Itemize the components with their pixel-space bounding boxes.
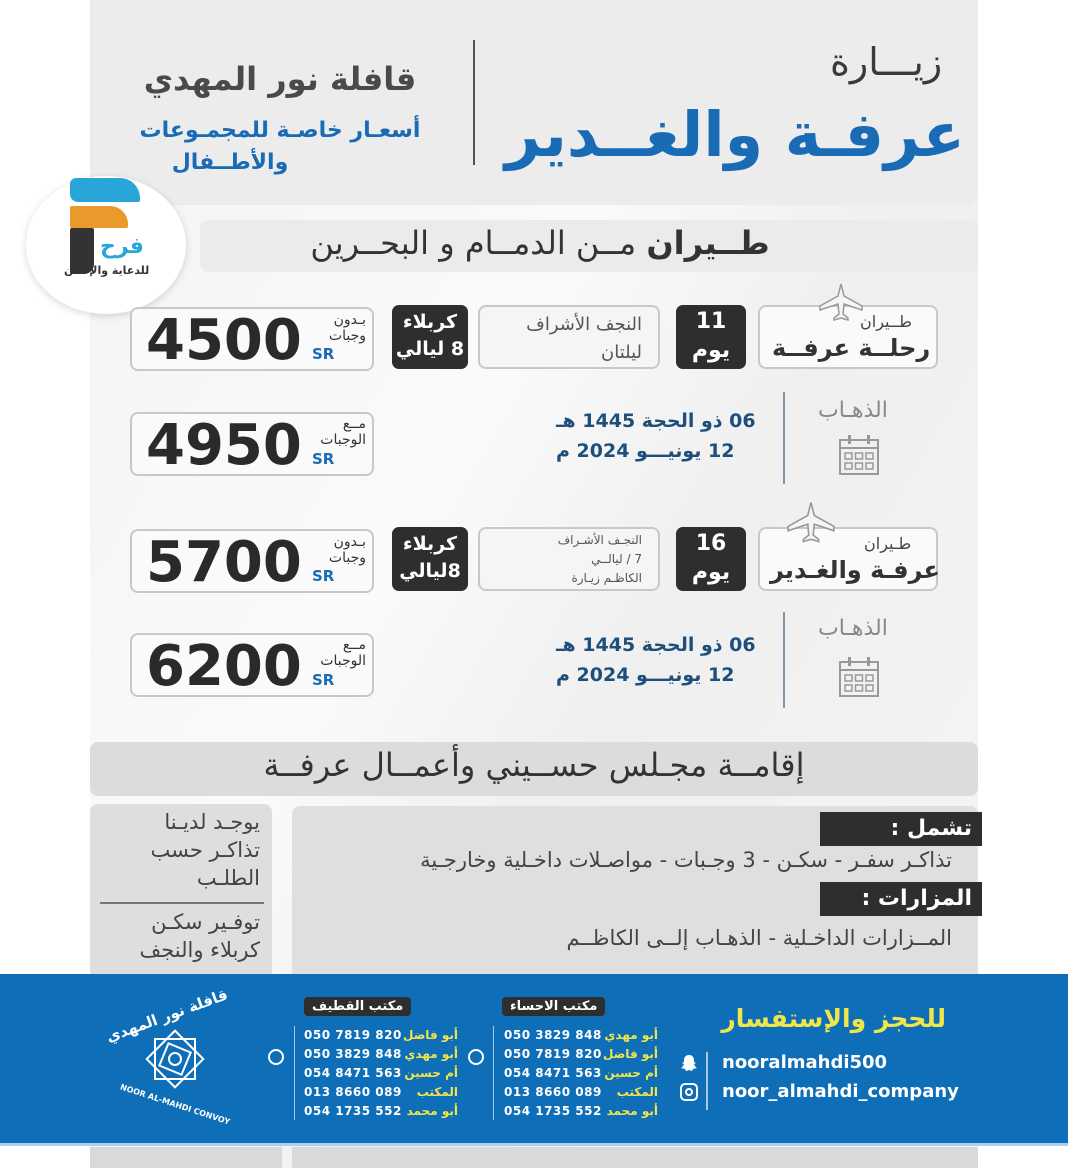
najaf-line: النجـف الأشـراف — [557, 533, 642, 547]
contact-phone[interactable]: 054 8471 563 — [304, 1066, 402, 1080]
price-note-line: وجبات — [328, 550, 366, 566]
price-value: 4500 — [146, 308, 302, 373]
najaf-box — [478, 527, 660, 591]
snapchat-icon — [680, 1054, 698, 1072]
contact-name: أبو مهدي — [604, 1028, 658, 1042]
trip-name: رحلــة عرفــة — [772, 334, 931, 362]
contact-name: المكتب — [416, 1085, 458, 1099]
price-note-line: مــع — [342, 416, 366, 432]
side-note-line: كربلاء والنجف — [139, 938, 260, 962]
najaf-line: الكاظـم زيـارة — [571, 571, 642, 585]
social-divider — [706, 1052, 708, 1110]
instagram-icon — [680, 1083, 698, 1101]
contact-phone[interactable]: 050 3829 848 — [304, 1047, 402, 1061]
agency-name: فرح — [100, 234, 144, 259]
price-note-line: الوجبات — [320, 653, 366, 669]
visits-text: المــزارات الداخـلية - الذهـاب إلــى الكاظــم — [566, 926, 952, 950]
brand-name: قافلة نور المهدي — [143, 60, 417, 98]
bottom-strip-right — [292, 1147, 978, 1168]
visits-label: المزارات : — [820, 882, 982, 916]
whatsapp-icon — [468, 1049, 484, 1065]
office-name: مكتب الاحساء — [502, 997, 605, 1016]
hijri-date: 06 ذو الحجة 1445 هـ — [556, 634, 756, 656]
najaf-line: النجف الأشراف — [526, 314, 642, 335]
contact-name: أم حسين — [604, 1066, 658, 1080]
side-note-line: تذاكـر حسب — [150, 838, 260, 862]
price-note-line: وجبات — [328, 328, 366, 344]
agency-tagline: للدعاية والإعلان — [64, 264, 150, 277]
hijri-date: 06 ذو الحجة 1445 هـ — [556, 410, 756, 432]
agency-logo-mark-top — [70, 178, 140, 202]
contact-phone[interactable]: 013 8660 089 — [304, 1085, 402, 1099]
contact-row — [300, 1045, 458, 1064]
days-number: 11 — [695, 309, 727, 334]
snapchat-handle[interactable]: nooralmahdi500 — [722, 1052, 888, 1073]
includes-label: تشمل : — [820, 812, 982, 846]
days-badge — [676, 527, 746, 591]
contact-phone[interactable]: 050 3829 848 — [504, 1028, 602, 1042]
price-note — [306, 637, 366, 669]
contact-phone[interactable]: 050 7819 820 — [504, 1047, 602, 1061]
contact-row — [500, 1026, 658, 1045]
side-notes-divider — [100, 902, 264, 904]
contact-row — [300, 1102, 458, 1121]
office-contacts — [300, 1026, 458, 1121]
price-value: 6200 — [146, 634, 302, 699]
side-note-line: يوجـد لديـنا — [164, 810, 260, 834]
price-note-line: الوجبات — [320, 432, 366, 448]
days-badge — [676, 305, 746, 369]
karbala-line: كربلاء — [402, 311, 458, 333]
booking-title: للحجز والإستفسار — [721, 1004, 946, 1033]
flight-label: طـيران — [864, 534, 912, 553]
contact-row — [300, 1083, 458, 1102]
karbala-line: 8ليالي — [399, 560, 461, 582]
price-note — [306, 534, 366, 566]
currency-label: SR — [312, 450, 335, 468]
najaf-box — [478, 305, 660, 369]
price-note-line: مــع — [342, 637, 366, 653]
agency-logo-mark-middle — [70, 206, 128, 228]
airplane-icon — [786, 500, 836, 544]
side-note-accommodation — [100, 908, 260, 964]
includes-text: تذاكـر سفـر - سكـن - 3 وجـبات - مواصـلات داخـلية وخارجـية — [420, 848, 952, 872]
main-title: عرفـة والغــدير — [505, 98, 966, 171]
price-value: 4950 — [146, 413, 302, 478]
departure-divider — [783, 612, 785, 708]
calendar-icon — [836, 654, 882, 698]
currency-label: SR — [312, 567, 335, 585]
contact-name: أبو فاضل — [603, 1047, 658, 1061]
contact-row — [500, 1064, 658, 1083]
trip-name: عرفـة والغـدير — [770, 556, 940, 584]
majlis-text: إقامــة مجـلس حســيني وأعمــال عرفــة — [263, 746, 805, 784]
contact-name: أبو محمد — [606, 1104, 658, 1118]
contact-row — [500, 1045, 658, 1064]
najaf-line: ليلتان — [600, 342, 642, 363]
contact-name: أبو محمد — [406, 1104, 458, 1118]
office-divider — [294, 1026, 295, 1120]
contact-name: أبو مهدي — [404, 1047, 458, 1061]
departure-divider — [783, 392, 785, 484]
price-note-line: بـدون — [333, 312, 366, 328]
contact-phone[interactable]: 054 8471 563 — [504, 1066, 602, 1080]
convoy-logo — [103, 985, 240, 1127]
contact-row — [500, 1083, 658, 1102]
price-note — [306, 312, 366, 344]
airplane-icon — [818, 282, 864, 322]
contact-row — [300, 1026, 458, 1045]
days-label: يوم — [691, 338, 731, 363]
contact-row — [300, 1064, 458, 1083]
price-note — [306, 416, 366, 448]
contact-phone[interactable]: 054 1735 552 — [304, 1104, 402, 1118]
brand-subtitle-1: أسعـار خاصـة للمجمـوعات — [139, 118, 421, 143]
side-note-line: الطلـب — [196, 866, 260, 890]
flight-banner-bold: طــيران — [646, 224, 770, 262]
contact-name: أبو فاضل — [403, 1028, 458, 1042]
contact-phone[interactable]: 013 8660 089 — [504, 1085, 602, 1099]
days-label: يوم — [691, 560, 731, 585]
currency-label: SR — [312, 671, 335, 689]
karbala-line: 8 ليالي — [395, 338, 465, 360]
flight-label: طــيران — [860, 312, 912, 331]
contact-phone[interactable]: 054 1735 552 — [504, 1104, 602, 1118]
convoy-logo-arabic: قافلة نور المهدي — [103, 985, 231, 1047]
flight-banner-text — [200, 224, 880, 262]
gregorian-date: 12 يونيـــو 2024 م — [556, 440, 735, 462]
footer-bottom-line — [0, 1143, 1068, 1146]
bottom-strip-left — [90, 1147, 282, 1168]
contact-name: المكتب — [616, 1085, 658, 1099]
price-note-line: بـدون — [333, 534, 366, 550]
convoy-logo-english: NOOR AL-MAHDI CONVOY — [118, 1082, 231, 1127]
office-divider — [493, 1026, 494, 1120]
contact-name: أم حسين — [404, 1066, 458, 1080]
header-divider — [473, 40, 475, 165]
days-number: 16 — [695, 531, 727, 556]
departure-label: الذهـاب — [818, 398, 888, 423]
price-value: 5700 — [146, 530, 302, 595]
calendar-icon — [836, 432, 882, 476]
brand-subtitle-2: والأطــفال — [171, 150, 289, 175]
pre-title: زيـــارة — [830, 40, 943, 84]
office-name: مكتب القطيف — [304, 997, 411, 1016]
contact-phone[interactable]: 050 7819 820 — [304, 1028, 402, 1042]
departure-label: الذهـاب — [818, 616, 888, 641]
side-note-line: توفـير سكـن — [151, 910, 260, 934]
currency-label: SR — [312, 345, 335, 363]
karbala-badge — [392, 527, 468, 591]
karbala-line: كربلاء — [402, 533, 458, 555]
gregorian-date: 12 يونيـــو 2024 م — [556, 664, 735, 686]
office-contacts — [500, 1026, 658, 1121]
flight-banner-rest: مــن الدمــام و البحــرين — [310, 224, 647, 262]
whatsapp-icon — [268, 1049, 284, 1065]
karbala-badge — [392, 305, 468, 369]
najaf-line: 7 / ليالــي — [591, 552, 642, 566]
contact-row — [500, 1102, 658, 1121]
side-note-tickets — [100, 808, 260, 892]
instagram-handle[interactable]: noor_almahdi_company — [722, 1081, 959, 1102]
